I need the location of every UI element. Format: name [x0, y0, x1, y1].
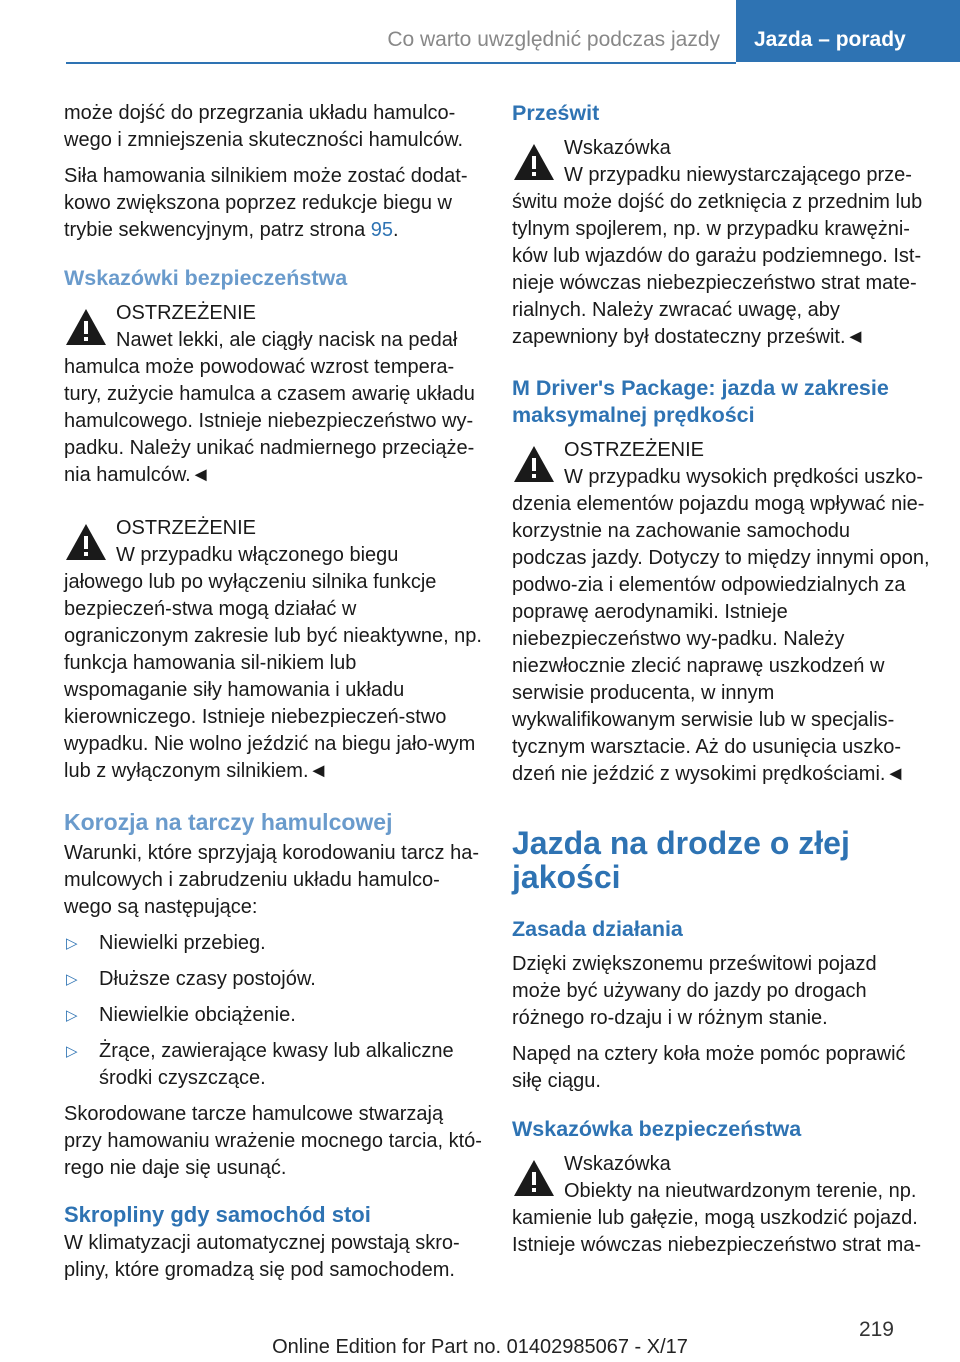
warning-title: OSTRZEŻENIE: [564, 439, 705, 461]
warning-triangle-icon: [64, 306, 108, 348]
paragraph: może dojść do przegrzania układu hamulco-wego i zmniejszenia skuteczności hamulców.: [64, 102, 464, 151]
triangle-bullet-icon: ▷: [66, 1007, 78, 1024]
triangle-bullet-icon: ▷: [66, 971, 78, 988]
paragraph-end: .: [393, 219, 399, 241]
heading-mdriver: M Driver's Package: jazda w zakresie maksymalnej prędkości: [512, 376, 889, 427]
note-box: [512, 1151, 930, 1259]
note-title: Wskazówka: [564, 137, 671, 159]
warning-triangle-icon: [512, 141, 556, 183]
warning-triangle-icon: [512, 1157, 556, 1199]
note-box: [512, 135, 930, 351]
note-text: Obiekty na nieutwardzonym terenie, np. kamienie lub gałęzie, mogą uszkodzić pojazd. Istnieje wówczas niebezpieczeństwo strat ma-: [512, 1180, 922, 1256]
left-column: [64, 100, 482, 1293]
note-title: Wskazówka: [564, 1153, 671, 1175]
heading-condensate: Skropliny gdy samochód stoi: [64, 1202, 371, 1227]
heading-safety: Wskazówki bezpieczeństwa: [64, 266, 348, 290]
right-column: [512, 100, 930, 1273]
warning-triangle-icon: [64, 521, 108, 563]
list-item: ▷ Żrące, zawierające kwasy lub alkaliczne środki czyszczące.: [66, 1040, 454, 1089]
warning-box: [64, 300, 482, 489]
warning-box: [64, 515, 482, 785]
heading-principle: Zasada działania: [512, 917, 683, 941]
section-title: Jazda – porady: [754, 28, 906, 51]
list-item: ▷ Niewielki przebieg.: [64, 930, 482, 957]
page-link[interactable]: 95: [370, 219, 394, 241]
warning-title: OSTRZEŻENIE: [116, 302, 257, 324]
paragraph: Dzięki zwiększonemu prześwitowi pojazd może być używany do jazdy po drogach różnego ro-dzaju i w różnym stanie.: [512, 953, 877, 1029]
list-item: ▷ Dłuższe czasy postojów.: [64, 966, 482, 993]
paragraph: Skorodowane tarcze hamulcowe stwarzają przy hamowaniu wrażenie mocnego tarcia, któ-rego nie daje się usunąć.: [64, 1103, 482, 1179]
triangle-bullet-icon: ▷: [66, 935, 78, 952]
paragraph-text: Siła hamowania silnikiem może zostać dodat-kowo zwiększona poprzez redukcje biegu w trybie sekwencyjnym, patrz strona: [64, 165, 468, 241]
page-number: 219: [858, 1318, 894, 1341]
heading-bad-road: Jazda na drodze o złej jakości: [512, 825, 850, 895]
paragraph: Napęd na cztery koła może pomóc poprawić siłę ciągu.: [512, 1043, 906, 1092]
warning-title: OSTRZEŻENIE: [116, 517, 257, 539]
bullet-list: [64, 930, 482, 1092]
note-text: W przypadku niewystarczającego prze-świtu może dojść do zetknięcia z przednim lub tylnym spojlerem, np. w przypadku krawężni-ków lub wjazdów do garażu podziemnego. Ist-nieje wówczas niebezpieczeństwo strat mate-rialnych. Należy zwracać uwagę, aby zapewniony był dostateczny prześwit.◄: [512, 164, 923, 348]
heading-safety-note: Wskazówka bezpieczeństwa: [512, 1117, 802, 1141]
warning-text: W przypadku wysokich prędkości uszko-dzenia elementów pojazdu mogą wpływać nie-korzystnie na zachowanie samochodu podczas jazdy. Dotyczy to między innymi opon, podwo-zia i elementów odpowiedzialnych za poprawę aerodynamiki. Istnieje niebezpieczeństwo wy-padku. Należy niezwłocznie zlecić naprawę uszkodzeń w serwisie producenta, w innym wykwalifikowanym serwisie lub w specjalis-tycznym warsztacie. Aż do usunięcia uszko-dzeń nie jeździć z wysokimi prędkościami.◄: [512, 466, 930, 785]
section-tab: [736, 0, 960, 62]
chapter-title: Co warto uwzględnić podczas jazdy: [387, 28, 720, 51]
paragraph: W klimatyzacji automatycznej powstają skro-pliny, które gromadzą się pod samochodem.: [64, 1232, 460, 1281]
warning-text: Nawet lekki, ale ciągły nacisk na pedał hamulca może powodować wzrost tempera-tury, zużycie hamulca a czasem awarię układu hamulcowego. Istnieje niebezpieczeństwo wy-padku. Należy unikać nadmiernego przeciąże-nia hamulców.◄: [64, 329, 475, 486]
heading-corrosion: Korozja na tarczy hamulcowej: [64, 809, 393, 835]
warning-box: [512, 437, 930, 788]
paragraph: [64, 163, 482, 244]
header-bar: [66, 0, 736, 64]
paragraph: Warunki, które sprzyjają korodowaniu tarcz ha-mulcowych i zabrudzeniu układu hamulco-wego są następujące:: [64, 842, 479, 918]
warning-text: W przypadku włączonego biegu jałowego lub po wyłączeniu silnika funkcje bezpieczeń-stwa mogą działać w ograniczonym zakresie lub być nieaktywne, np. funkcja hamowania sil-nikiem lub wspomaganie siły hamowania i układu kierowniczego. Istnieje niebezpieczeń-stwo wypadku. Nie wolno jeździć na biegu jało-wym lub z wyłączonym silnikiem.◄: [64, 544, 482, 782]
warning-triangle-icon: [512, 443, 556, 485]
triangle-bullet-icon: ▷: [66, 1043, 78, 1060]
edition-footer: Online Edition for Part no. 01402985067 - X/17: [272, 1336, 688, 1358]
list-item: ▷ Niewielkie obciążenie.: [64, 1002, 482, 1029]
heading-clearance: Prześwit: [512, 101, 600, 125]
